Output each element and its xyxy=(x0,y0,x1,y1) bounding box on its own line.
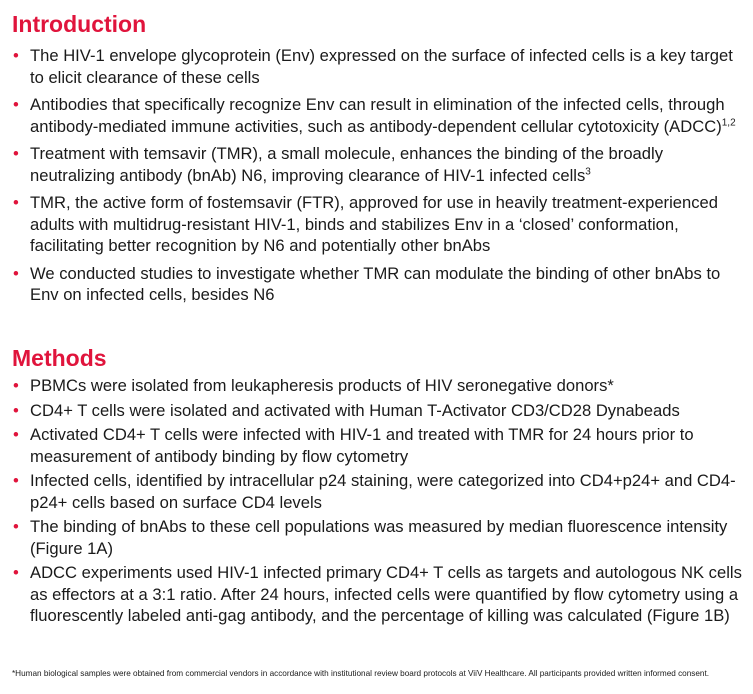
bullet-text: TMR, the active form of fostemsavir (FTR), approved for use in heavily treatment-experienced adults with multidrug-resistant HIV-1, binds and stabilizes Env in a ‘closed’ conformation, facilitating better recognition by N6 and potentially other bnAbs xyxy=(30,193,718,255)
bullet-dot-icon: • xyxy=(13,471,19,490)
footnote: *Human biological samples were obtained from commercial vendors in accordance with institutional review board protocols at ViiV Healthcare. All participants provided written informed consent. xyxy=(12,669,710,678)
bullet-text: Antibodies that specifically recognize Env can result in elimination of the infected cells, through antibody-mediated immune activities, such as antibody-dependent cellular cytotoxicity (ADCC) xyxy=(30,95,725,136)
introduction-bullet-list xyxy=(0,45,750,306)
bullet-dot-icon: • xyxy=(13,563,19,582)
methods-bullet xyxy=(0,424,750,467)
bullet-text: ADCC experiments used HIV-1 infected primary CD4+ T cells as targets and autologous NK cells as effectors at a 3:1 ratio. After 24 hours, infected cells were quantified by flow cytometry using a fluorescently labeled anti-gag antibody, and the percentage of killing was calculated (Figure 1B) xyxy=(30,563,742,625)
bullet-text: CD4+ T cells were isolated and activated with Human T-Activator CD3/CD28 Dynabeads xyxy=(30,400,680,420)
bullet-text: PBMCs were isolated from leukapheresis products of HIV seronegative donors* xyxy=(30,376,614,395)
introduction-bullet xyxy=(0,192,750,257)
bullet-text: Infected cells, identified by intracellular p24 staining, were categorized into CD4+p24+ and CD4-p24+ cells based on surface CD4 levels xyxy=(30,471,736,512)
bullet-dot-icon: • xyxy=(13,425,19,444)
introduction-bullet xyxy=(0,143,750,186)
citation-superscript: 1,2 xyxy=(721,116,736,128)
methods-bullet xyxy=(0,470,750,513)
introduction-title: Introduction xyxy=(12,11,147,37)
bullet-dot-icon: • xyxy=(13,376,19,395)
bullet-dot-icon: • xyxy=(13,46,19,65)
introduction-bullet xyxy=(0,94,750,137)
bullet-dot-icon: • xyxy=(13,144,19,163)
bullet-dot-icon: • xyxy=(13,400,19,420)
bullet-dot-icon: • xyxy=(13,95,19,114)
methods-bullet-list xyxy=(0,375,750,627)
introduction-bullet xyxy=(0,263,750,306)
bullet-dot-icon: • xyxy=(13,517,19,536)
bullet-text: Treatment with temsavir (TMR), a small molecule, enhances the binding of the broadly neutralizing antibody (bnAb) N6, improving clearance of HIV-1 infected cells xyxy=(30,144,663,185)
bullet-text: The HIV-1 envelope glycoprotein (Env) expressed on the surface of infected cells is a key target to elicit clearance of these cells xyxy=(30,46,733,87)
introduction-bullet xyxy=(0,45,750,88)
methods-bullet xyxy=(0,562,750,627)
citation-superscript: 3 xyxy=(585,165,591,177)
bullet-dot-icon: • xyxy=(13,193,19,212)
methods-bullet xyxy=(0,400,750,422)
methods-title: Methods xyxy=(12,345,107,371)
bullet-dot-icon: • xyxy=(13,263,19,283)
methods-bullet xyxy=(0,516,750,559)
bullet-text: We conducted studies to investigate whether TMR can modulate the binding of other bnAbs to Env on infected cells, besides N6 xyxy=(30,263,721,304)
methods-bullet xyxy=(0,375,750,397)
bullet-text: Activated CD4+ T cells were infected with HIV-1 and treated with TMR for 24 hours prior to measurement of antibody binding by flow cytometry xyxy=(30,425,694,466)
bullet-text: The binding of bnAbs to these cell populations was measured by median fluorescence intensity (Figure 1A) xyxy=(30,517,728,558)
